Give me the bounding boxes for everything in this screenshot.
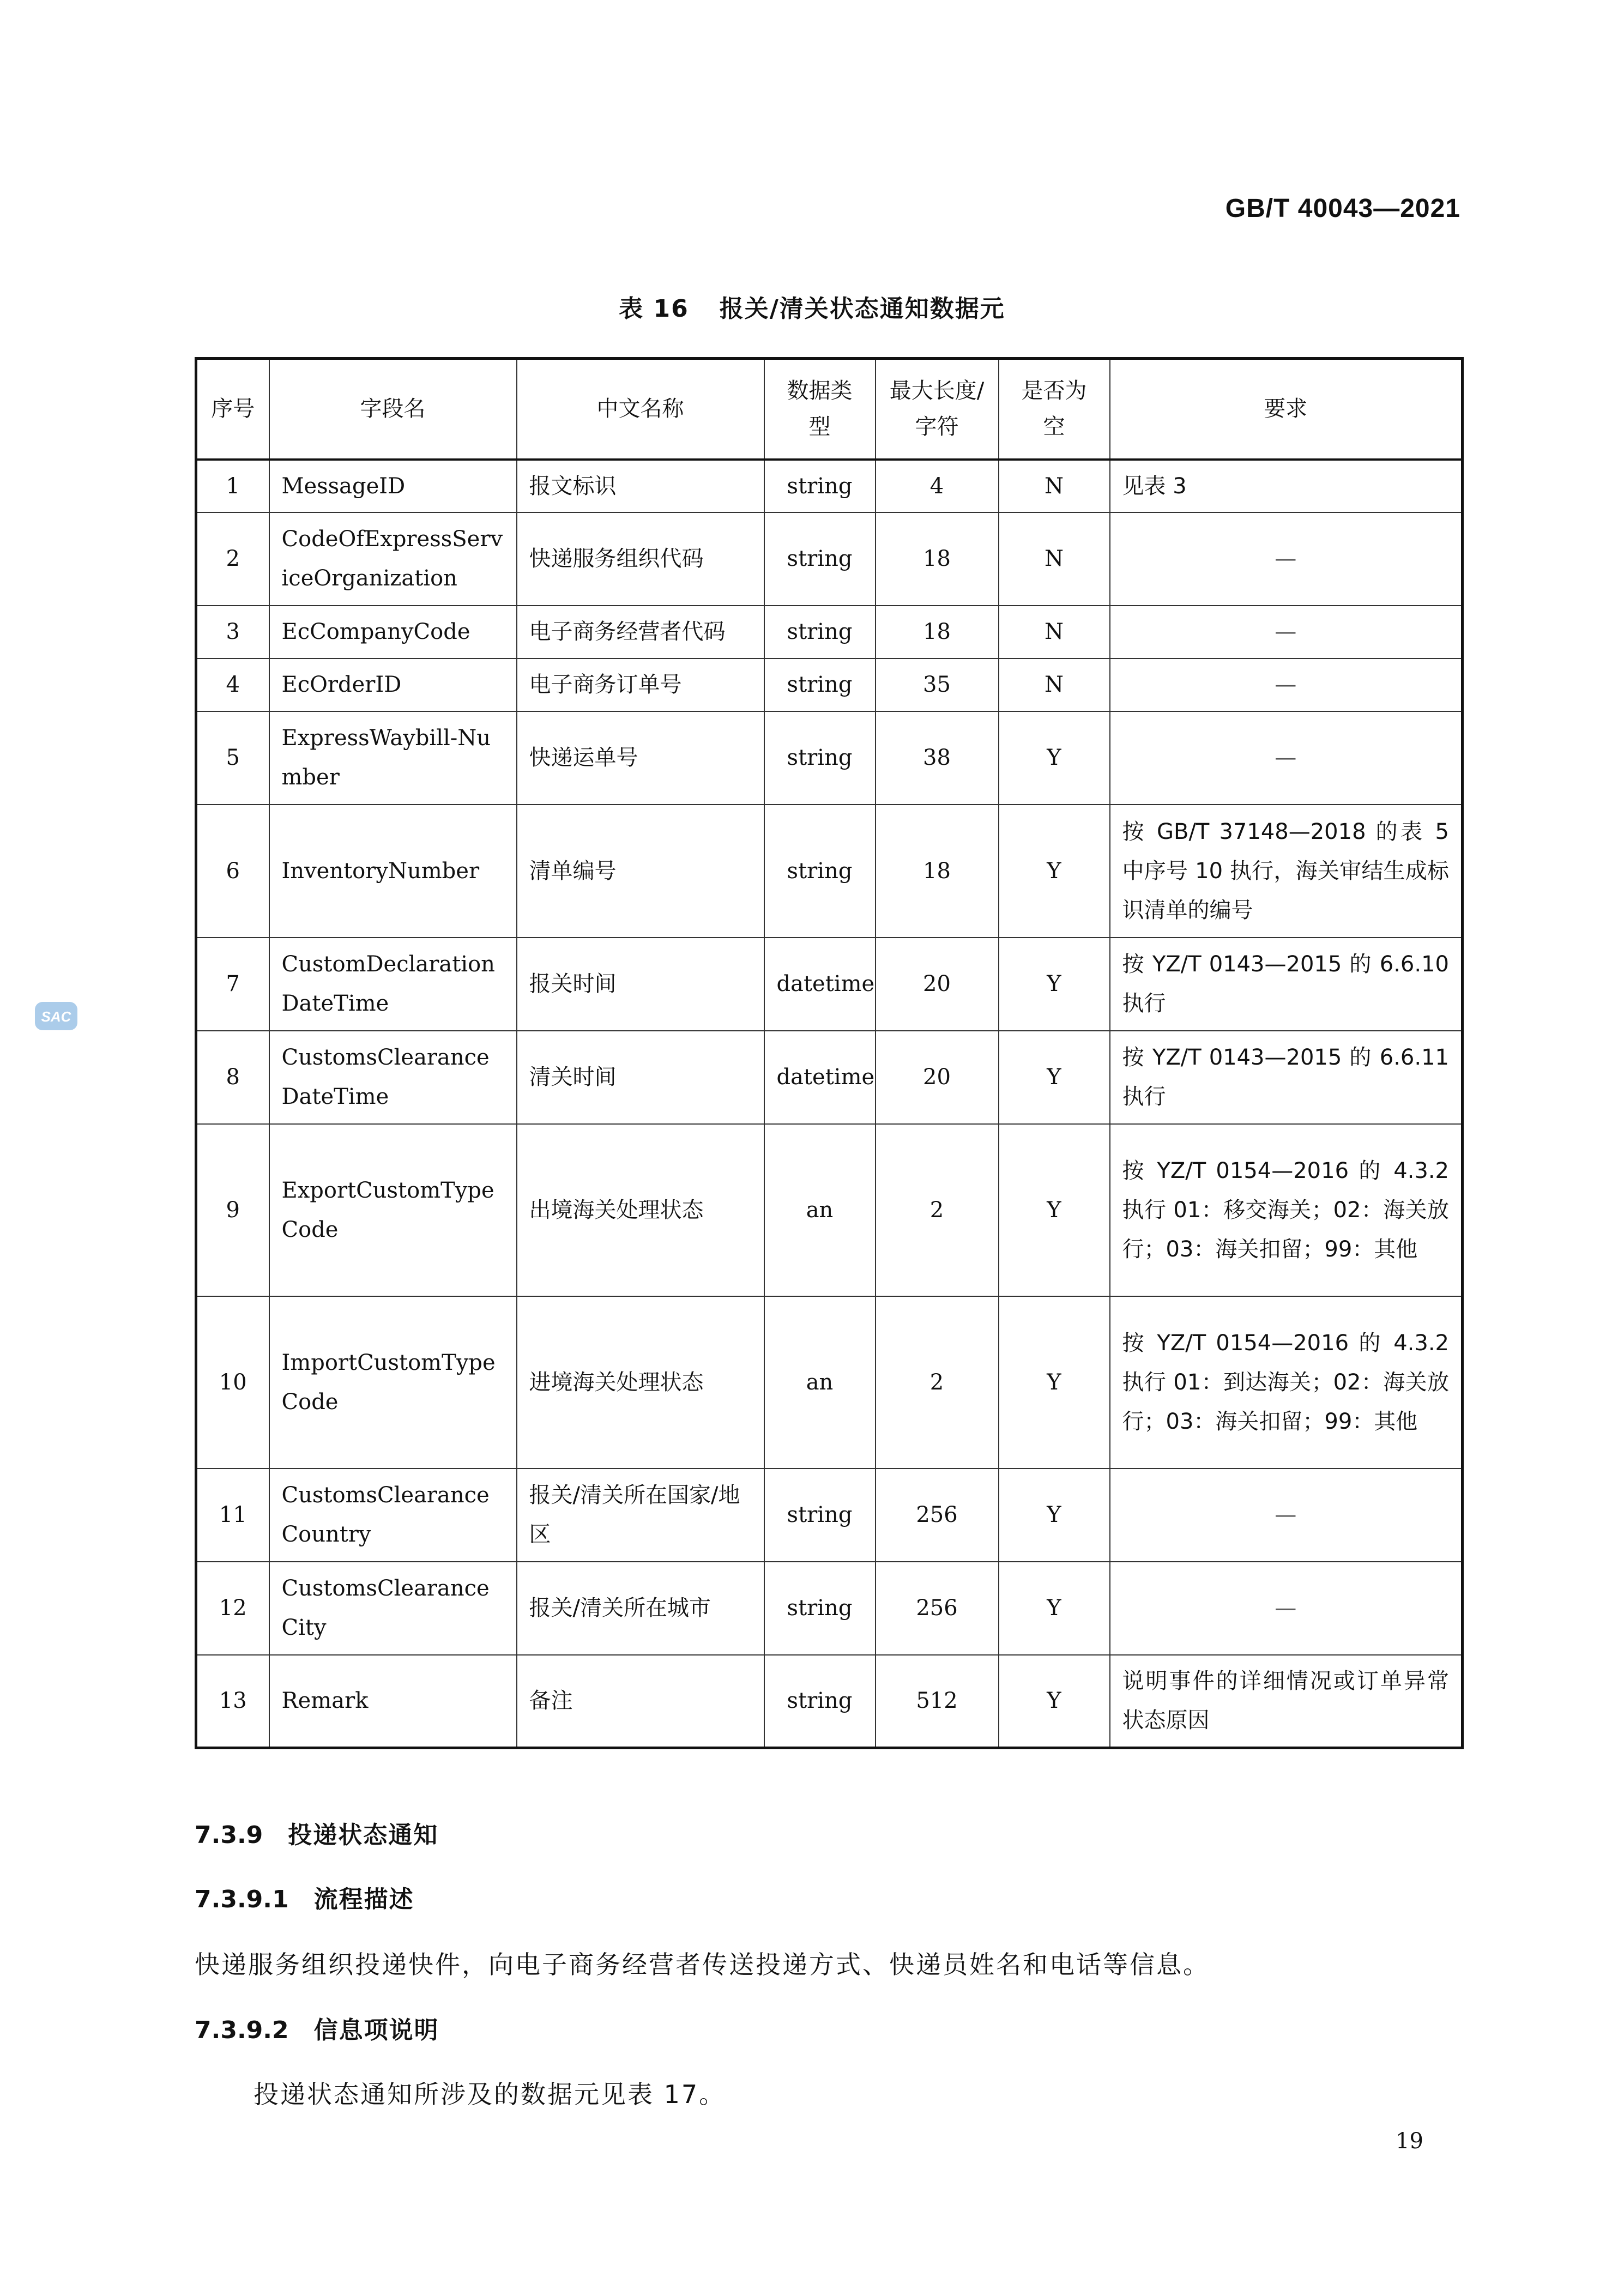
col-header-requirement: 要求 (1110, 359, 1463, 460)
cell-cn-name: 电子商务经营者代码 (517, 606, 764, 658)
cell-no: 8 (196, 1031, 269, 1124)
cell-no: 12 (196, 1562, 269, 1655)
cell-nullable: N (999, 460, 1110, 512)
cell-field: MessageID (269, 460, 517, 512)
cell-type: datetime (764, 1031, 876, 1124)
col-header-type: 数据类型 (764, 359, 876, 460)
cell-cn-name: 报关/清关所在城市 (517, 1562, 764, 1655)
table-row (196, 1562, 1463, 1655)
cell-requirement: — (1110, 658, 1463, 711)
col-header-nullable: 是否为空 (999, 359, 1110, 460)
cell-cn-name: 出境海关处理状态 (517, 1124, 764, 1296)
cell-type: string (764, 1655, 876, 1748)
data-element-table (195, 357, 1464, 1749)
cell-length: 256 (876, 1469, 999, 1562)
cell-field: ExportCustomTypeCode (269, 1124, 517, 1296)
cell-nullable: Y (999, 1562, 1110, 1655)
cell-field: CustomsClearanceCountry (269, 1469, 517, 1562)
cell-length: 38 (876, 711, 999, 805)
table-row (196, 658, 1463, 711)
cell-cn-name: 报关/清关所在国家/地区 (517, 1469, 764, 1562)
cell-length: 18 (876, 805, 999, 938)
cell-length: 35 (876, 658, 999, 711)
cell-requirement: — (1110, 606, 1463, 658)
cell-type: an (764, 1296, 876, 1469)
cell-type: string (764, 512, 876, 606)
cell-length: 18 (876, 512, 999, 606)
cell-field: EcCompanyCode (269, 606, 517, 658)
cell-type: string (764, 606, 876, 658)
sac-logo-text: SAC (41, 1008, 71, 1025)
section-number: 7.3.9.2 (195, 2016, 289, 2044)
cell-cn-name: 快递运单号 (517, 711, 764, 805)
standard-code: GB/T 40043—2021 (1225, 194, 1460, 223)
section-number: 7.3.9 (195, 1821, 263, 1849)
section-number: 7.3.9.1 (195, 1886, 289, 1913)
cell-cn-name: 报文标识 (517, 460, 764, 512)
cell-cn-name: 电子商务订单号 (517, 658, 764, 711)
table-number: 表 16 (619, 295, 689, 323)
page-number: 19 (1396, 2129, 1423, 2154)
cell-requirement: 按 YZ/T 0143—2015 的 6.6.11 执行 (1110, 1031, 1463, 1124)
section-title: 流程描述 (313, 1886, 414, 1913)
table-row (196, 512, 1463, 606)
cell-length: 2 (876, 1124, 999, 1296)
cell-requirement: — (1110, 512, 1463, 606)
paragraph-info-items: 投递状态通知所涉及的数据元见表 17。 (253, 2080, 726, 2109)
cell-cn-name: 清关时间 (517, 1031, 764, 1124)
table-caption: 报关/清关状态通知数据元 (719, 295, 1005, 323)
table-row (196, 1655, 1463, 1748)
cell-nullable: N (999, 606, 1110, 658)
cell-type: datetime (764, 938, 876, 1031)
col-header-no: 序号 (196, 359, 269, 460)
table-row (196, 805, 1463, 938)
cell-no: 13 (196, 1655, 269, 1748)
cell-nullable: Y (999, 938, 1110, 1031)
cell-no: 3 (196, 606, 269, 658)
cell-requirement: 按 YZ/T 0154—2016 的 4.3.2 执行 01：到达海关；02：海关放行；03：海关扣留；99：其他 (1110, 1296, 1463, 1469)
table-row (196, 1124, 1463, 1296)
section-heading-7-3-9-2 (195, 2010, 439, 2045)
cell-length: 18 (876, 606, 999, 658)
table-row (196, 938, 1463, 1031)
cell-type: string (764, 1562, 876, 1655)
table-title (0, 289, 1624, 324)
cell-type: string (764, 460, 876, 512)
cell-nullable: Y (999, 805, 1110, 938)
cell-length: 4 (876, 460, 999, 512)
cell-nullable: Y (999, 711, 1110, 805)
cell-field: ExpressWaybill-Number (269, 711, 517, 805)
cell-no: 10 (196, 1296, 269, 1469)
cell-nullable: Y (999, 1655, 1110, 1748)
cell-requirement: — (1110, 1562, 1463, 1655)
cell-nullable: Y (999, 1124, 1110, 1296)
cell-no: 4 (196, 658, 269, 711)
cell-type: string (764, 658, 876, 711)
cell-nullable: Y (999, 1296, 1110, 1469)
cell-requirement: 按 YZ/T 0143—2015 的 6.6.10 执行 (1110, 938, 1463, 1031)
col-header-cn-name: 中文名称 (517, 359, 764, 460)
section-heading-7-3-9-1 (195, 1880, 414, 1914)
table-row (196, 1469, 1463, 1562)
cell-cn-name: 报关时间 (517, 938, 764, 1031)
cell-field: Remark (269, 1655, 517, 1748)
cell-length: 2 (876, 1296, 999, 1469)
col-header-max-length: 最大长度/字符 (876, 359, 999, 460)
section-title: 信息项说明 (313, 2016, 439, 2044)
cell-requirement: 按 GB/T 37148—2018 的表 5 中序号 10 执行，海关审结生成标识清单的编号 (1110, 805, 1463, 938)
cell-no: 5 (196, 711, 269, 805)
section-title: 投递状态通知 (288, 1821, 439, 1849)
cell-no: 2 (196, 512, 269, 606)
cell-length: 20 (876, 1031, 999, 1124)
table-row (196, 711, 1463, 805)
cell-type: string (764, 805, 876, 938)
cell-no: 9 (196, 1124, 269, 1296)
col-header-field: 字段名 (269, 359, 517, 460)
cell-nullable: Y (999, 1031, 1110, 1124)
cell-field: ImportCustomTypeCode (269, 1296, 517, 1469)
cell-field: InventoryNumber (269, 805, 517, 938)
cell-nullable: Y (999, 1469, 1110, 1562)
cell-nullable: N (999, 658, 1110, 711)
cell-cn-name: 快递服务组织代码 (517, 512, 764, 606)
section-heading-7-3-9 (195, 1815, 438, 1850)
cell-cn-name: 备注 (517, 1655, 764, 1748)
cell-requirement: — (1110, 1469, 1463, 1562)
sac-logo-icon (34, 999, 79, 1034)
cell-no: 7 (196, 938, 269, 1031)
cell-type: string (764, 711, 876, 805)
cell-nullable: N (999, 512, 1110, 606)
cell-field: CustomsClearanceCity (269, 1562, 517, 1655)
cell-length: 20 (876, 938, 999, 1031)
cell-no: 11 (196, 1469, 269, 1562)
cell-no: 1 (196, 460, 269, 512)
cell-type: an (764, 1124, 876, 1296)
cell-requirement: — (1110, 711, 1463, 805)
table-row (196, 1031, 1463, 1124)
table-row (196, 460, 1463, 512)
cell-no: 6 (196, 805, 269, 938)
paragraph-process-description: 快递服务组织投递快件，向电子商务经营者传送投递方式、快递员姓名和电话等信息。 (195, 1950, 1210, 1979)
table-row (196, 606, 1463, 658)
table-header-row (196, 359, 1463, 460)
cell-length: 512 (876, 1655, 999, 1748)
cell-cn-name: 清单编号 (517, 805, 764, 938)
cell-requirement: 见表 3 (1110, 460, 1463, 512)
cell-cn-name: 进境海关处理状态 (517, 1296, 764, 1469)
cell-field: EcOrderID (269, 658, 517, 711)
cell-requirement: 说明事件的详细情况或订单异常状态原因 (1110, 1655, 1463, 1748)
cell-requirement: 按 YZ/T 0154—2016 的 4.3.2 执行 01：移交海关；02：海关放行；03：海关扣留；99：其他 (1110, 1124, 1463, 1296)
table-row (196, 1296, 1463, 1469)
cell-field: CodeOfExpressServiceOrganization (269, 512, 517, 606)
cell-field: CustomDeclarationDateTime (269, 938, 517, 1031)
cell-length: 256 (876, 1562, 999, 1655)
cell-field: CustomsClearanceDateTime (269, 1031, 517, 1124)
cell-type: string (764, 1469, 876, 1562)
